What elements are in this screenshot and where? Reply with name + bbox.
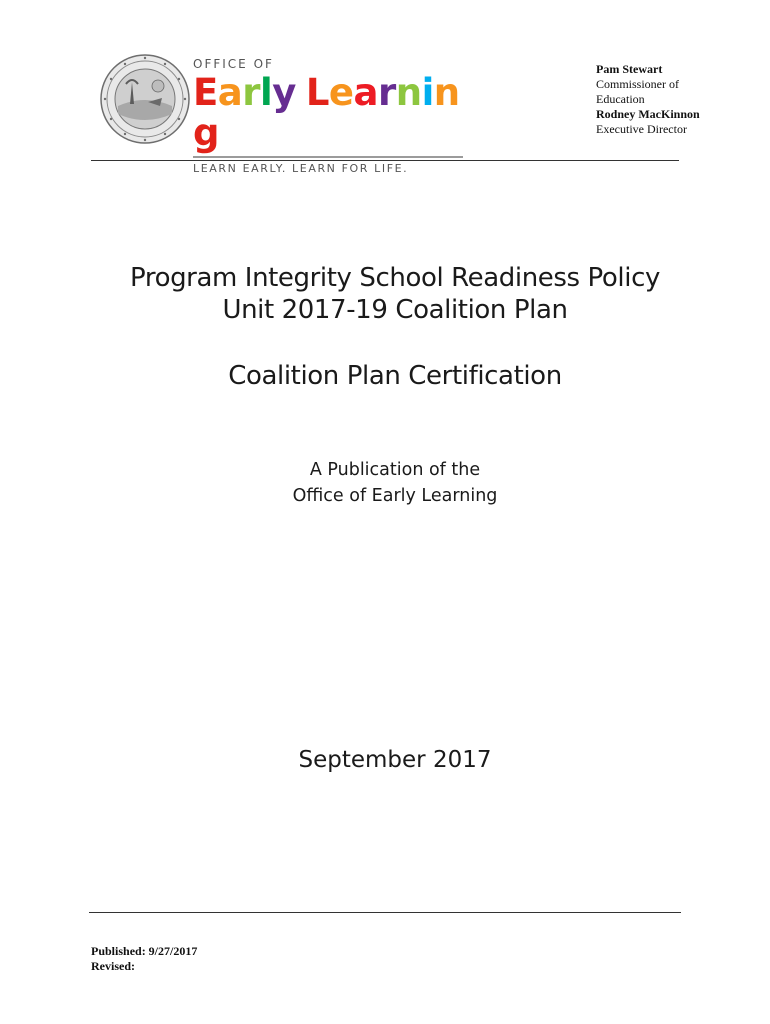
publication-line: A Publication of the [309, 460, 481, 480]
publication-statement [0, 457, 770, 509]
published-date: Published: 9/27/2017 [91, 944, 198, 958]
state-seal-icon [100, 54, 190, 144]
header-divider [91, 160, 679, 161]
logo-letter [296, 73, 306, 113]
logo-letter: e [328, 71, 354, 114]
revised-date: Revised: [91, 959, 135, 973]
official-name: Pam Stewart [596, 62, 663, 76]
official-name: Rodney MacKinnon [596, 107, 700, 121]
logo-letter: E [193, 71, 218, 114]
logo-tagline: LEARN EARLY. LEARN FOR LIFE. [193, 162, 409, 175]
footer-info [91, 944, 197, 974]
logo-letter: r [377, 71, 396, 114]
officials-block [596, 62, 700, 137]
document-title [0, 262, 770, 326]
publication-line: Office of Early Learning [292, 486, 498, 506]
logo-top-line: OFFICE OF [193, 57, 274, 71]
office-of-early-learning-logo [193, 57, 473, 175]
logo-letter: g [193, 111, 219, 154]
logo-letter: a [353, 71, 378, 114]
document-subtitle: Coalition Plan Certification [228, 361, 562, 391]
official-title: Executive Director [596, 122, 687, 136]
publication-date: September 2017 [298, 747, 492, 773]
logo-letter: L [305, 71, 329, 114]
logo-letter: n [395, 71, 422, 114]
logo-letter: y [272, 71, 296, 114]
title-line: Program Integrity School Readiness Policy [130, 263, 660, 293]
logo-letter: a [217, 71, 243, 114]
logo-letter: r [242, 71, 260, 114]
logo-letter: i [421, 71, 434, 114]
title-line: Unit 2017-19 Coalition Plan [222, 295, 568, 325]
footer-divider [89, 912, 681, 913]
logo-letter: n [433, 71, 460, 114]
logo-letter: l [260, 71, 273, 114]
official-title: Commissioner of Education [596, 77, 679, 106]
logo-wordmark [193, 73, 473, 153]
logo-divider [193, 156, 463, 158]
